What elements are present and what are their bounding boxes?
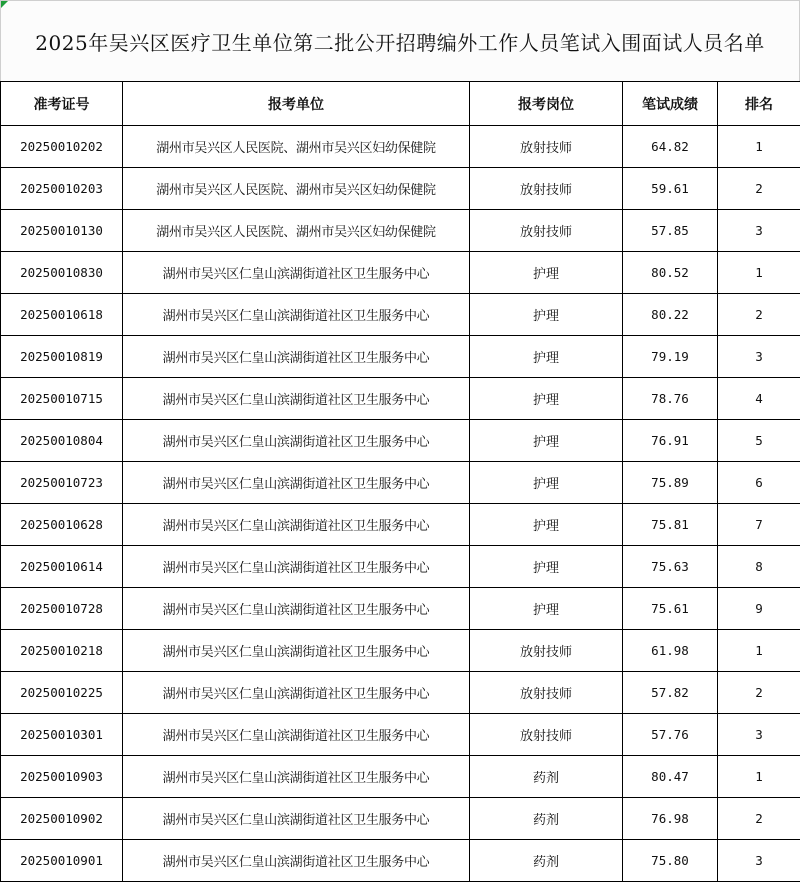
exam-number-cell: 20250010830 <box>1 252 123 294</box>
exam-number-cell: 20250010715 <box>1 378 123 420</box>
unit-cell: 湖州市吴兴区仁皇山滨湖街道社区卫生服务中心 <box>123 336 470 378</box>
rank-cell: 2 <box>718 798 800 840</box>
exam-number-cell: 20250010901 <box>1 840 123 882</box>
score-cell: 79.19 <box>623 336 718 378</box>
unit-cell: 湖州市吴兴区仁皇山滨湖街道社区卫生服务中心 <box>123 630 470 672</box>
rank-cell: 1 <box>718 126 800 168</box>
unit-cell: 湖州市吴兴区人民医院、湖州市吴兴区妇幼保健院 <box>123 168 470 210</box>
rank-cell: 3 <box>718 714 800 756</box>
rank-cell: 2 <box>718 168 800 210</box>
position-cell: 药剂 <box>470 798 623 840</box>
header-rank: 排名 <box>718 82 800 126</box>
score-cell: 80.52 <box>623 252 718 294</box>
exam-number-cell: 20250010202 <box>1 126 123 168</box>
table-row <box>1 378 800 420</box>
position-cell: 药剂 <box>470 840 623 882</box>
header-exam-number: 准考证号 <box>1 82 123 126</box>
score-cell: 75.80 <box>623 840 718 882</box>
unit-cell: 湖州市吴兴区仁皇山滨湖街道社区卫生服务中心 <box>123 672 470 714</box>
rank-cell: 1 <box>718 252 800 294</box>
score-cell: 64.82 <box>623 126 718 168</box>
score-cell: 80.22 <box>623 294 718 336</box>
exam-number-cell: 20250010130 <box>1 210 123 252</box>
table-body <box>1 126 800 882</box>
exam-number-cell: 20250010903 <box>1 756 123 798</box>
score-cell: 76.91 <box>623 420 718 462</box>
rank-cell: 3 <box>718 210 800 252</box>
exam-number-cell: 20250010728 <box>1 588 123 630</box>
score-cell: 61.98 <box>623 630 718 672</box>
position-cell: 护理 <box>470 588 623 630</box>
exam-number-cell: 20250010225 <box>1 672 123 714</box>
table-row <box>1 840 800 882</box>
rank-cell: 1 <box>718 756 800 798</box>
exam-number-cell: 20250010614 <box>1 546 123 588</box>
exam-number-cell: 20250010218 <box>1 630 123 672</box>
unit-cell: 湖州市吴兴区仁皇山滨湖街道社区卫生服务中心 <box>123 588 470 630</box>
rank-cell: 4 <box>718 378 800 420</box>
exam-number-cell: 20250010804 <box>1 420 123 462</box>
rank-cell: 3 <box>718 336 800 378</box>
exam-number-cell: 20250010301 <box>1 714 123 756</box>
table-row <box>1 714 800 756</box>
table-row <box>1 672 800 714</box>
unit-cell: 湖州市吴兴区仁皇山滨湖街道社区卫生服务中心 <box>123 546 470 588</box>
header-unit: 报考单位 <box>123 82 470 126</box>
rank-cell: 6 <box>718 462 800 504</box>
position-cell: 护理 <box>470 378 623 420</box>
score-cell: 75.63 <box>623 546 718 588</box>
unit-cell: 湖州市吴兴区仁皇山滨湖街道社区卫生服务中心 <box>123 840 470 882</box>
score-cell: 57.76 <box>623 714 718 756</box>
position-cell: 护理 <box>470 336 623 378</box>
document-title-bar <box>0 0 800 82</box>
position-cell: 放射技师 <box>470 630 623 672</box>
score-cell: 57.82 <box>623 672 718 714</box>
score-cell: 75.81 <box>623 504 718 546</box>
unit-cell: 湖州市吴兴区仁皇山滨湖街道社区卫生服务中心 <box>123 294 470 336</box>
table-row <box>1 210 800 252</box>
document-title: 2025年吴兴区医疗卫生单位第二批公开招聘编外工作人员笔试入围面试人员名单 <box>35 30 765 55</box>
table-row <box>1 462 800 504</box>
table-row <box>1 798 800 840</box>
unit-cell: 湖州市吴兴区仁皇山滨湖街道社区卫生服务中心 <box>123 462 470 504</box>
score-cell: 75.61 <box>623 588 718 630</box>
position-cell: 放射技师 <box>470 126 623 168</box>
rank-cell: 2 <box>718 672 800 714</box>
table-row <box>1 420 800 462</box>
exam-number-cell: 20250010618 <box>1 294 123 336</box>
unit-cell: 湖州市吴兴区人民医院、湖州市吴兴区妇幼保健院 <box>123 210 470 252</box>
rank-cell: 7 <box>718 504 800 546</box>
score-cell: 78.76 <box>623 378 718 420</box>
unit-cell: 湖州市吴兴区仁皇山滨湖街道社区卫生服务中心 <box>123 714 470 756</box>
score-cell: 59.61 <box>623 168 718 210</box>
header-score: 笔试成绩 <box>623 82 718 126</box>
rank-cell: 3 <box>718 840 800 882</box>
rank-cell: 5 <box>718 420 800 462</box>
position-cell: 放射技师 <box>470 672 623 714</box>
unit-cell: 湖州市吴兴区仁皇山滨湖街道社区卫生服务中心 <box>123 378 470 420</box>
exam-number-cell: 20250010628 <box>1 504 123 546</box>
rank-cell: 9 <box>718 588 800 630</box>
score-cell: 57.85 <box>623 210 718 252</box>
exam-number-cell: 20250010819 <box>1 336 123 378</box>
position-cell: 药剂 <box>470 756 623 798</box>
position-cell: 放射技师 <box>470 714 623 756</box>
position-cell: 护理 <box>470 252 623 294</box>
rank-cell: 8 <box>718 546 800 588</box>
position-cell: 护理 <box>470 294 623 336</box>
table-row <box>1 504 800 546</box>
cell-selection-corner-icon <box>1 1 8 8</box>
position-cell: 护理 <box>470 462 623 504</box>
table-row <box>1 546 800 588</box>
position-cell: 放射技师 <box>470 168 623 210</box>
rank-cell: 2 <box>718 294 800 336</box>
table-row <box>1 168 800 210</box>
unit-cell: 湖州市吴兴区仁皇山滨湖街道社区卫生服务中心 <box>123 504 470 546</box>
score-cell: 80.47 <box>623 756 718 798</box>
unit-cell: 湖州市吴兴区人民医院、湖州市吴兴区妇幼保健院 <box>123 126 470 168</box>
exam-number-cell: 20250010723 <box>1 462 123 504</box>
table-row <box>1 252 800 294</box>
table-row <box>1 294 800 336</box>
score-cell: 75.89 <box>623 462 718 504</box>
position-cell: 护理 <box>470 420 623 462</box>
table-row <box>1 630 800 672</box>
table-row <box>1 756 800 798</box>
position-cell: 护理 <box>470 546 623 588</box>
position-cell: 护理 <box>470 504 623 546</box>
exam-number-cell: 20250010203 <box>1 168 123 210</box>
exam-number-cell: 20250010902 <box>1 798 123 840</box>
unit-cell: 湖州市吴兴区仁皇山滨湖街道社区卫生服务中心 <box>123 798 470 840</box>
rank-cell: 1 <box>718 630 800 672</box>
unit-cell: 湖州市吴兴区仁皇山滨湖街道社区卫生服务中心 <box>123 756 470 798</box>
table-row <box>1 588 800 630</box>
position-cell: 放射技师 <box>470 210 623 252</box>
unit-cell: 湖州市吴兴区仁皇山滨湖街道社区卫生服务中心 <box>123 420 470 462</box>
candidate-roster-table <box>0 81 800 882</box>
table-row <box>1 336 800 378</box>
header-position: 报考岗位 <box>470 82 623 126</box>
unit-cell: 湖州市吴兴区仁皇山滨湖街道社区卫生服务中心 <box>123 252 470 294</box>
table-header-row <box>1 82 800 126</box>
score-cell: 76.98 <box>623 798 718 840</box>
table-row <box>1 126 800 168</box>
